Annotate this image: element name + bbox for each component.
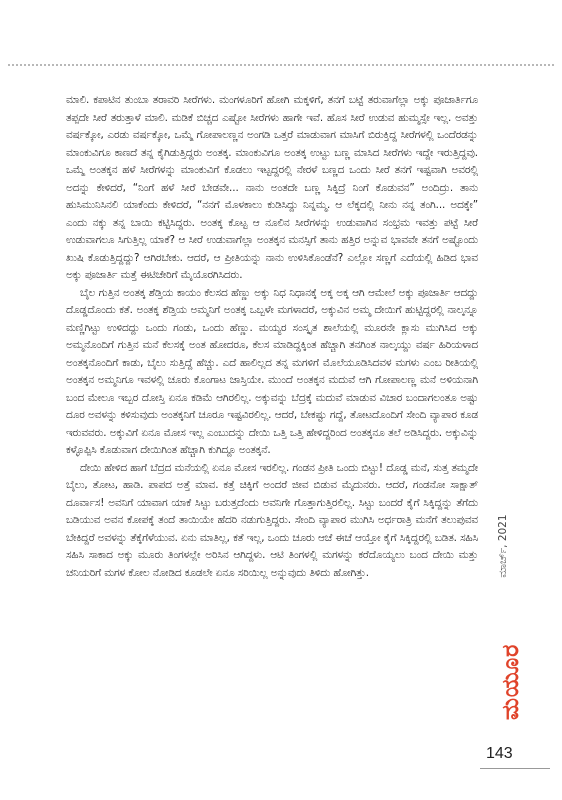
- magazine-logo: ಮಯೂರ: [498, 643, 524, 720]
- page-number-underline: [480, 768, 550, 769]
- article-paragraph: ಮಾಲಿ. ಕಪಾಟಿನ ತುಂಬಾ ತರಾವರಿ ಸೀರೆಗಳು. ಮಂಗಳೂರಿಗೆ ಹೋಗಿ ಮಕ್ಕಳಿಗೆ, ತನಗೆ ಬಟ್ಟೆ ತರುವಾಗೆಲ್ಲಾ ಅಕ್ಕು ಪೂಜಾರ್ತಿಗೂ ತಪ್ಪದೇ ಸೀರೆ ತರುತ್ತಾಳೆ ಮಾಲಿ. ಮಡಿಕೆ ಬಿಚ್ಚದ ಎಷ್ಟೋ ಸೀರೆಗಳು ಹಾಗೇ ಇವೆ. ಹೊಸ ಸೀರೆ ಉಡುವ ಹುಮ್ಮಸ್ಸೇ ಇಲ್ಲ. ಅವತ್ತು ವರ್ಷಕ್ಕೋ, ಎರಡು ವರ್ಷಕ್ಕೋ, ಒಮ್ಮೆ ಗೋಪಾಲಣ್ಣನ ಅಂಗಡಿ ಒತ್ತರೆ ಮಾಡುವಾಗ ಮಾಸಿಗೆ ಬಿರುಕ್ತಿದ್ದ ಸೀರೆಗಳಲ್ಲಿ ಒಂದೆರಡನ್ನು ಮಾಂಕುವಿಗೂ ಕಾಣದೆ ತನ್ನ ಕೈಗಿಡುತ್ತಿದ್ದರು ಅಂತಕ್ಕ. ಮಾಂಕುವಿಗೂ ಅಂತಕ್ಕ ಉಟ್ಟು ಬಣ್ಣ ಮಾಸಿದ ಸೀರೆಗಳು ಇದ್ದೇ ಇರುತ್ತಿದ್ದವು. ಒಮ್ಮೆ ಅಂತಕ್ಕನ ಹಳೆ ಸೀರೆಗಳನ್ನು ಮಾಂಕುವಿಗೆ ಕೊಡಲು ಇಟ್ಟದ್ದರಲ್ಲಿ ನೇರಳೆ ಬಣ್ಣದ ಒಂದು ಸೀರೆ ತನಗೆ ಇಷ್ಟವಾಗಿ ಅವರಲ್ಲಿ ಅದನ್ನು ಕೇಳಿದರೆ, “ನಿಂಗೆ ಹಳೆ ಸೀರೆ ಬೇಡವೇ... ನಾನು ಅಂತದೇ ಬಣ್ಣ ಸಿಕ್ಕಿದ್ರೆ ನಿಂಗೆ ಕೊಡುವನ” ಅಂದಿದ್ರು. ತಾನು ಹುಸಿಮುನಿಸಿನಲಿ ಯಾಕೆಂದು ಕೇಳಿದರೆ, “ನನಗೆ ಮೊಳಕಾಲು ಕುಡಿಸಿದ್ದು ನಿನ್ನಮ್ಮ. ಆ ಲೆಕ್ಕದಲ್ಲಿ ನೀನು ನನ್ನ ತಂಗಿ... ಅದಕ್ಕೇ” ಎಂದು ನಕ್ಕು ತನ್ನ ಬಾಯಿ ಕಟ್ಟಿಸಿದ್ದರು. ಅಂತಕ್ಕ ಕೊಟ್ಟ ಆ ನೂಲಿನ ಸೀರೆಗಳನ್ನು ಉಡುವಾಗಿನ ಸಂಭ್ರಮ ಇವತ್ತು ಪಟ್ಟೆ ಸೀರೆ ಉಡುವಾಗಲೂ ಸಿಗುತ್ತಿಲ್ಲ ಯಾಕೆ? ಆ ಸೀರೆ ಉಡುವಾಗೆಲ್ಲಾ ಅಂತಕ್ಕನ ಮನಸ್ಸಿಗೆ ತಾನು ಹತ್ತಿರ ಅನ್ನುವ ಭಾವವೇ ತನಗೆ ಅಷ್ಟೊಂದು ಖುಷಿ ಕೊಡುತ್ತಿದ್ದದ್ದು? ಆಗಿರಬೇಕು. ಆದರೆ, ಆ ಪ್ರೀತಿಯನ್ನು ನಾನು ಉಳಿಸಿಕೊಂಡೆನೆ? ಎಲ್ಲೋ ಸಣ್ಣಗೆ ಎದೆಯಲ್ಲಿ ಹಿಡಿದ ಭಾವ ಅಕ್ಕು ಪೂಜಾರ್ತಿ ಮತ್ತೆ ಈಟಿಚೇರಿಗೆ ಮೈಯೊರಗಿಸಿದರು.: [66, 94, 478, 281]
- article-body: [66, 92, 478, 582]
- issue-date: ಮಾರ್ಚ್, 2021: [497, 514, 509, 578]
- article-paragraph: ಬೈಲ ಗುತ್ತಿನ ಅಂತಕ್ಕ ಶೆಡ್ತಿಯ ಕಾಯಂ ಕೆಲಸದ ಹೆಣ್ಣು ಅಕ್ಕು ನಿಧ ನಿಧಾನಕ್ಕೆ ಅಕ್ಕ ಅಕ್ಕ ಆಗಿ ಆಮೇಲೆ ಅಕ್ಕು ಪೂಜಾರ್ತಿ ಆದದ್ದು ದೊಡ್ಡದೊಂದು ಕತೆ. ಅಂತಕ್ಕ ಶೆಡ್ತಿಯ ಅಮ್ಮನಿಗೆ ಅಂತಕ್ಕ ಒಬ್ಬಳೇ ಮಗಳಾದರೆ, ಅಕ್ಕುವಿನ ಅಮ್ಮ ದೇಯಿಗೆ ಹುಟ್ಟಿದ್ದರಲ್ಲಿ ನಾಲ್ಕನ್ನೂ ಮಣ್ಣಿಗಿಟ್ಟು ಉಳಿದದ್ದು ಒಂದು ಗಂಡು, ಒಂದು ಹೆಣ್ಣು. ಮಯ್ಯರ ಸಂಸ್ಕೃತ ಶಾಲೆಯಲ್ಲಿ ಮೂರನೇ ಕ್ಲಾಸು ಮುಗಿಸಿದ ಅಕ್ಕು ಅಮ್ಮನೊಂದಿಗೆ ಗುತ್ತಿನ ಮನೆ ಕೆಲಸಕ್ಕೆ ಅಂತ ಹೋದರೂ, ಕೆಲಸ ಮಾಡಿದ್ದಕ್ಕಿಂತ ಹೆಚ್ಚಾಗಿ ತನಗಿಂತ ನಾಲ್ಕಯ್ದು ವರ್ಷ ಹಿರಿಯಳಾದ ಅಂತಕ್ಕನೊಂದಿಗೆ ಕಾಡು, ಬೈಲು ಸುತ್ತಿದ್ದೆ ಹೆಚ್ಚು. ಎದೆ ಹಾಲಿಲ್ಲದ ತನ್ನ ಮಗಳಿಗೆ ಮೊಲೆಯೂಡಿಸಿದವಳ ಮಗಳು ಎಂಬ ರೀತಿಯಲ್ಲಿ ಅಂತಕ್ಕನ ಅಮ್ಮನಿಗೂ ಇವಳಲ್ಲಿ ಚೂರು ಕೊಂಗಾಟ ಜಾಸ್ತಿಯೇ. ಮುಂದೆ ಅಂತಕ್ಕನ ಮದುವೆ ಆಗಿ ಗೋಪಾಲಣ್ಣ ಮನೆ ಅಳಿಯನಾಗಿ ಬಂದ ಮೇಲೂ ಇಬ್ಬರ ದೋಸ್ತಿ ಏನೂ ಕಡಿಮೆ ಆಗಿರಲಿಲ್ಲ. ಅಕ್ಕುವನ್ನು ಬೆದ್ರಕ್ಕೆ ಮದುವೆ ಮಾಡುವ ವಿಚಾರ ಬಂದಾಗಲಂತೂ ಅಷ್ಟು ದೂರ ಅವಳನ್ನು ಕಳಿಸುವುದು ಅಂತಕ್ಕನಿಗೆ ಚೂರೂ ಇಷ್ಟವಿರಲಿಲ್ಲ. ಆದರೆ, ಬೇಕಷ್ಟು ಗದ್ದೆ, ತೋಟದೊಂದಿಗೆ ಸೇಂದಿ ವ್ಯಾಪಾರ ಕೂಡ ಇರುವವರು. ಅಕ್ಕುವಿಗೆ ಏನೂ ಮೋಸ ಇಲ್ಲ ಎಂಬುದನ್ನು ದೇಯಿ ಒತ್ತಿ ಒತ್ತಿ ಹೇಳಿದ್ದರಿಂದ ಅಂತಕ್ಕನೂ ತಲೆ ಅಡಿಸಿದ್ದರು. ಅಕ್ಕುವಿನ್ನು ಕಳ್ಳೊಪ್ಪಿಸಿ ಕೊಡುವಾಗ ದೇಯಿಗಿಂತ ಹೆಚ್ಚಾಗಿ ಕುಗಿದ್ದೂ ಅಂತಕ್ಕನೆ.: [66, 286, 478, 456]
- page-number: 143: [486, 745, 513, 762]
- article-paragraph: ದೇಯಿ ಹೇಳಿದ ಹಾಗೆ ಬೆದ್ರದ ಮನೆಯಲ್ಲಿ ಏನೂ ಮೋಸ ಇರಲಿಲ್ಲ. ಗಂಡನ ಪ್ರೀತಿ ಒಂದು ಬಿಟ್ಟು! ದೊಡ್ಡ ಮನೆ, ಸುತ್ತ ತಮ್ಮದೇ ಬೈಲು, ತೋಟ, ಹಾಡಿ. ಪಾಪದ ಅತ್ತೆ ಮಾವ. ಕತ್ತೆ ಚಿಕ್ಕಿಗೆ ಅಂದರೆ ಜೀವ ಬಿಡುವ ಮೈದುನರು. ಆದರೆ, ಗಂಡನೋ ಸಾಕ್ಷಾತ್ ದೂರ್ವಾಸ! ಅವನಿಗೆ ಯಾವಾಗ ಯಾಕೆ ಸಿಟ್ಟು ಬರುತ್ತದೆಂದು ಅವನಿಗೇ ಗೊತ್ತಾಗುತ್ತಿರಲಿಲ್ಲ. ಸಿಟ್ಟು ಬಂದರೆ ಕೈಗೆ ಸಿಕ್ಕಿದ್ದನ್ನು ತೆಗೆದು ಬಡಿಯುವ ಅವನ ಕೋಪಕ್ಕೆ ತಂದೆ ತಾಯಿಯೇ ಹೆದರಿ ನಡುಗುತ್ತಿದ್ದರು. ಸೇಂದಿ ವ್ಯಾಪಾರ ಮುಗಿಸಿ ಅರ್ಧರಾತ್ರಿ ಮನೆಗೆ ತಲುಪುವವ ಬೇಕಿದ್ದರೆ ಅವಳನ್ನು ತೆಕ್ಕೆಗೆಳೆಯುವ. ಏನು ಮಾತಿಲ್ಲ, ಕತೆ ಇಲ್ಲ, ಒಂದು ಚೂರು ಆಚೆ ಈಚೆ ಆಯ್ತೋ ಕೈಗೆ ಸಿಕ್ಕಿದ್ದರಲ್ಲಿ ಬಡಿತ. ಸಹಿಸಿ ಸಹಿಸಿ ಸಾಕಾದ ಅಕ್ಕು ಮೂರು ತಿಂಗಳಲ್ಲೇ ಅರಿಸಿನ ಆಗಿದ್ದಳು. ಆಟಿ ತಿಂಗಳಲ್ಲಿ ಮಗಳನ್ನು ಕರೆದೊಯ್ಯಲು ಬಂದ ದೇಯಿ ಮತ್ತು ಚನಿಯರಿಗೆ ಮಗಳ ಕೋಲ ನೋಡಿದ ಕೂಡಲೇ ಏನೂ ಸರಿಯಿಲ್ಲ ಅನ್ನುವುದು ತಿಳಿದು ಹೋಗಿತ್ತು.: [66, 461, 478, 579]
- top-dotted-divider: [8, 64, 554, 66]
